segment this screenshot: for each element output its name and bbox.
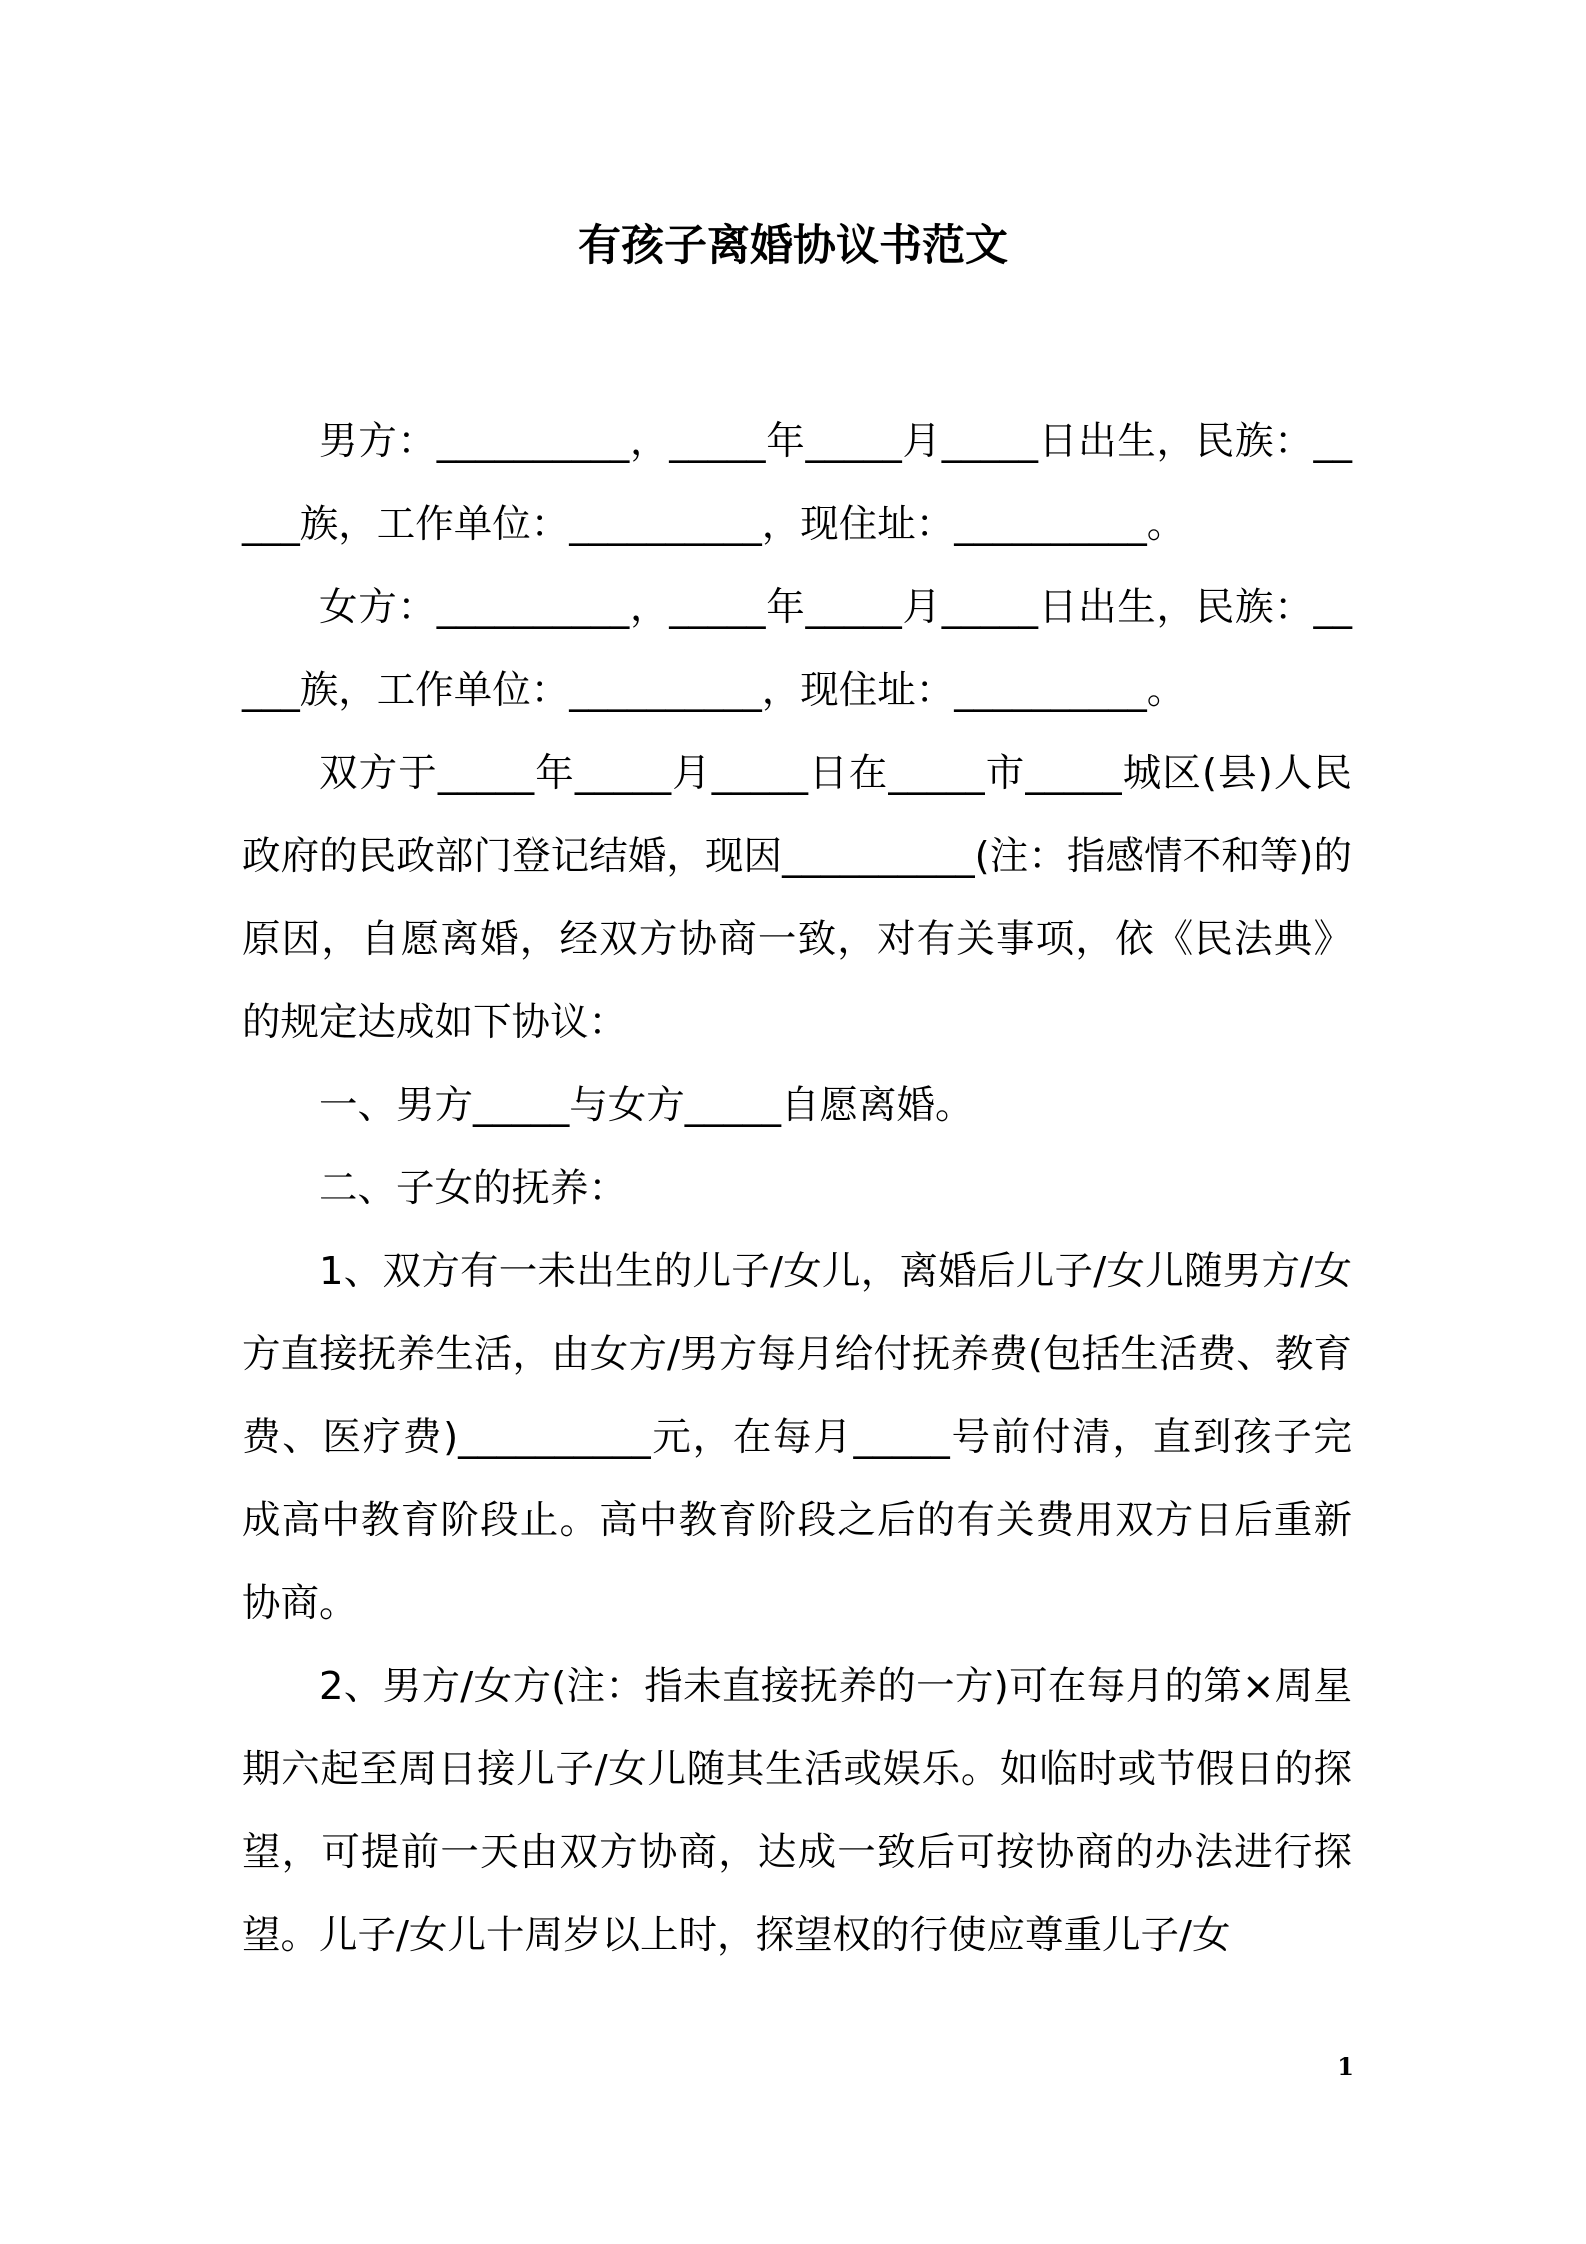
document-title: 有孩子离婚协议书范文	[578, 221, 1008, 271]
clause-child-support: 1、双方有一未出生的儿子/女儿，离婚后儿子/女儿随男方/女方直接抚养生活，由女方/男方每月给付抚养费(包括生活费、教育费、医疗费)__________元，在每月_____号前付清，直到孩子完成高中教育阶段止。高中教育阶段之后的有关费用双方日后重新协商。	[242, 1249, 1352, 1626]
paragraph-wife-info: 女方：__________，_____年_____月_____日出生，民族：_____族，工作单位：__________，现住址：__________。	[242, 585, 1352, 713]
paragraph-marriage-registration: 双方于_____年_____月_____日在_____市_____城区(县)人民政府的民政部门登记结婚，现因__________(注：指感情不和等)的原因，自愿离婚，经双方协商一致，对有关事项，依《民法典》的规定达成如下协议：	[242, 751, 1352, 1045]
clause-child-custody-heading: 二、子女的抚养：	[319, 1166, 628, 1211]
paragraph-husband-info: 男方：__________，_____年_____月_____日出生，民族：_____族，工作单位：__________，现住址：__________。	[242, 419, 1352, 547]
clause-divorce-agreement: 一、男方_____与女方_____自愿离婚。	[319, 1083, 974, 1128]
document-body	[242, 400, 1352, 1977]
page-number: 1	[1337, 2052, 1354, 2081]
clause-visitation: 2、男方/女方(注：指未直接抚养的一方)可在每月的第×周星期六起至周日接儿子/女儿随其生活或娱乐。如临时或节假日的探望，可提前一天由双方协商，达成一致后可按协商的办法进行探望。儿子/女儿十周岁以上时，探望权的行使应尊重儿子/女	[242, 1664, 1352, 1958]
